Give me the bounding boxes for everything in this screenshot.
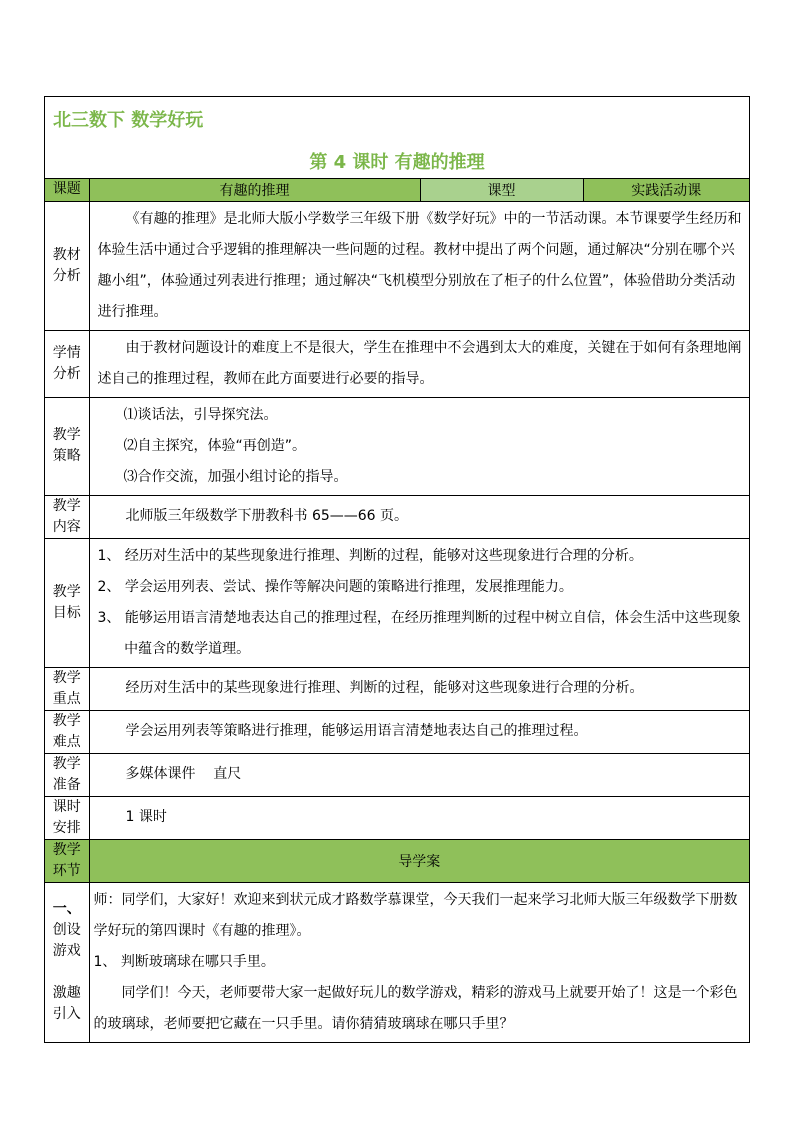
learner-analysis-text: 由于教材问题设计的难度上不是很大，学生在推理中不会遇到太大的难度，关键在于如何有条理地阐述自己的推理过程，教师在此方面要进行必要的指导。 <box>97 339 742 387</box>
label-line: 教学 <box>52 841 81 858</box>
row-content <box>45 495 749 538</box>
part1-paragraph: 同学们！今天，老师要带大家一起做好玩儿的数学游戏，精彩的游戏马上就要开始了！这是一个彩色的玻璃球，老师要把它藏在一只手里。请你猜猜玻璃球在哪只手里？ <box>93 984 738 1032</box>
topic-value: 有趣的推理 <box>89 179 420 201</box>
label-line: 重点 <box>52 690 81 707</box>
series-title: 北三数下 数学好玩 <box>53 110 204 131</box>
label-line: 策略 <box>52 448 81 464</box>
topic-row <box>45 179 749 201</box>
row-difficulty <box>45 710 749 753</box>
row-part1 <box>45 882 749 1042</box>
goal-item: 2、 学会运用列表、尝试、操作等解决问题的策略进行推理，发展推理能力。 <box>97 578 573 595</box>
lesson-plan-sheet <box>44 96 750 1043</box>
row-label-learner <box>45 330 89 397</box>
strategy-item: ⑴谈话法，引导探究法。 <box>123 406 278 423</box>
row-label-textbook <box>45 201 89 330</box>
row-prep <box>45 753 749 796</box>
label-line: 内容 <box>52 518 81 535</box>
label-line: 教学 <box>52 583 81 600</box>
row-hours <box>45 796 749 839</box>
textbook-analysis-text: 《有趣的推理》是北师大版小学数学三年级下册《数学好玩》中的一节活动课。本节课要学生经历和体验生活中通过合乎逻辑的推理解决一些问题的过程。教材中提出了两个问题，通过解决“分别在哪个兴趣小组”，体验通过列表进行推理；通过解决“飞机模型分别放在了柜子的什么位置”，体验借助分类活动进行推理。 <box>97 210 742 320</box>
lesson-title: 第 4 课时 有趣的推理 <box>309 152 485 173</box>
label-line: 创设 <box>52 922 81 938</box>
strategy-item: ⑵自主探究，体验“再创造”。 <box>123 437 307 454</box>
label-line: 激趣 <box>52 985 81 1001</box>
row-learner <box>45 330 749 397</box>
row-label-hours <box>45 796 89 839</box>
row-label-prep <box>45 753 89 796</box>
row-strategy <box>45 397 749 495</box>
hours-text: 1 课时 <box>125 809 167 825</box>
label-line: 教学 <box>52 712 81 729</box>
lesson-table <box>45 179 749 1042</box>
label-line: 教学 <box>52 755 81 772</box>
part1-step: 1、 判断玻璃球在哪只手里。 <box>93 953 275 970</box>
label-line: 环节 <box>52 862 81 879</box>
row-label-topic: 课题 <box>45 179 89 201</box>
label-spacer <box>45 962 89 983</box>
label-line: 准备 <box>52 776 81 793</box>
label-line: 一、 <box>52 901 81 917</box>
content-text: 北师版三年级数学下册教科书 65——66 页。 <box>125 508 409 524</box>
stage-header: 导学案 <box>89 839 749 882</box>
row-textbook <box>45 201 749 330</box>
label-line: 教学 <box>52 669 81 686</box>
label-line: 难点 <box>52 733 81 750</box>
label-line: 学情 <box>52 344 81 361</box>
label-line: 分析 <box>52 365 81 382</box>
focus-text: 经历对生活中的某些现象进行推理、判断的过程，能够对这些现象进行合理的分析。 <box>125 680 644 696</box>
row-label-content <box>45 495 89 538</box>
label-line: 分析 <box>52 267 81 284</box>
label-line: 目标 <box>52 604 81 621</box>
type-label: 课型 <box>420 179 583 201</box>
part1-intro: 师：同学们，大家好！欢迎来到状元成才路数学慕课堂，今天我们一起来学习北师大版三年级数学下册数学好玩的第四课时《有趣的推理》。 <box>93 891 738 939</box>
row-goals <box>45 538 749 667</box>
goal-item: 1、 经历对生活中的某些现象进行推理、判断的过程，能够对这些现象进行合理的分析。 <box>97 547 643 564</box>
title-block <box>45 97 749 179</box>
label-line: 教学 <box>52 427 81 443</box>
row-label-stage <box>45 839 89 882</box>
row-focus <box>45 667 749 710</box>
label-line: 课时 <box>52 798 81 815</box>
prep-text: 多媒体课件 直尺 <box>125 766 242 782</box>
goal-item: 3、 能够运用语言清楚地表达自己的推理过程，在经历推理判断的过程中树立自信，体会生活中这些现象中蕴含的数学道理。 <box>97 609 741 657</box>
row-label-goals <box>45 538 89 667</box>
strategy-item: ⑶合作交流，加强小组讨论的指导。 <box>123 468 348 485</box>
label-line: 教学 <box>52 497 81 514</box>
row-stage <box>45 839 749 882</box>
label-line: 引入 <box>52 1006 81 1022</box>
label-line: 安排 <box>52 819 81 836</box>
type-value: 实践活动课 <box>583 179 749 201</box>
row-label-part1 <box>45 882 89 1042</box>
row-label-focus <box>45 667 89 710</box>
difficulty-text: 学会运用列表等策略进行推理，能够运用语言清楚地表达自己的推理过程。 <box>125 723 588 739</box>
row-label-strategy <box>45 397 89 495</box>
label-line: 教材 <box>52 246 81 263</box>
label-line: 游戏 <box>52 943 81 959</box>
row-label-difficulty <box>45 710 89 753</box>
